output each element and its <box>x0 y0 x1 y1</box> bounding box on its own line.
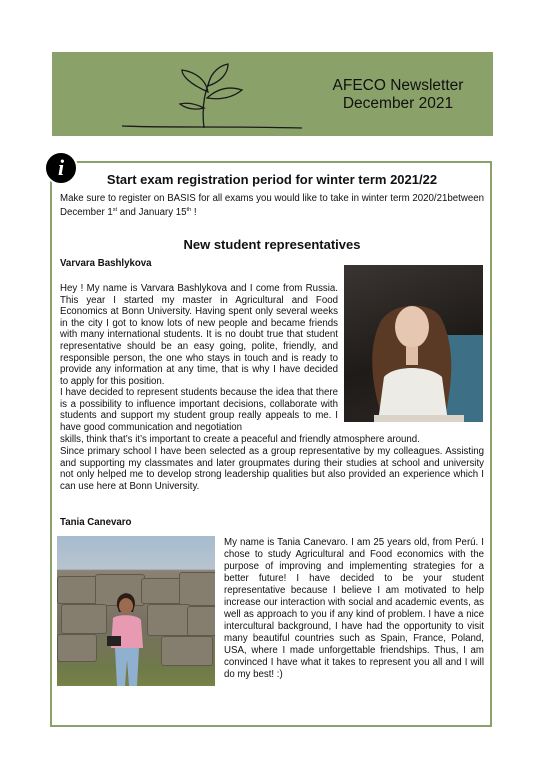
newsletter-title <box>308 77 488 113</box>
rep1-paragraph-1: Hey ! My name is Varvara Bashlykova and I come from Russia. This year I started my master in Agricultural and Food Economics at Bonn University. Having spent only several weeks in the city I got to know lots of new people and became friends with many international students. It is no doubt true that student representative should be an easy going, polite, friendly, and responsible person, the one who stays in touch and is ready to provide any information at any time, that is why I have decided to apply for this position. <box>60 283 338 387</box>
rep1-name: Varvara Bashlykova <box>60 258 152 269</box>
newsletter-name: AFECO Newsletter <box>332 77 464 94</box>
newsletter-date: December 2021 <box>342 95 454 112</box>
exam-text: Make sure to register on BASIS for all exams you would like to take in winter term 2020/21between December 1st and January 15th ! <box>60 193 484 218</box>
rep2-photo <box>57 536 215 686</box>
rep1-photo <box>344 265 483 422</box>
info-icon: i <box>44 151 78 185</box>
rep2-paragraph: My name is Tania Canevaro. I am 25 years old, from Perú. I chose to study Agricultural and Food economics with the purpose of improving and implementing strategies for a better future! I have decided to be your student representative because I believe I am motivated to help increase our interaction with social and academic events, as well as approach to you if any kind of problem. I have a nice intercultural background, I have had the opportunity to visit many beautiful countries such as Spain, France, Poland, USA, where I made unforgettable friendships. Thus, I am convinced I have what it takes to represent you all and I will do my best! :) <box>224 537 484 680</box>
rep1-paragraph-4: Since primary school I have been selected as a group representative by my colleagues. Assisting and supporting my classmates and later groupmates during their studies at school and university not only helped me to develop strong leadership qualities but also provided an experience which I can use here at Bonn University. <box>60 446 484 492</box>
rep2-name: Tania Canevaro <box>60 517 132 528</box>
reps-heading: New student representatives <box>183 237 361 252</box>
plant-logo-icon <box>104 52 304 136</box>
newsletter-header <box>52 52 493 136</box>
rep1-paragraph-2: I have decided to represent students because the idea that there is a possibility to influence important decisions, collaborate with students and support my student group really appeals to me. I have good communication and negotiation <box>60 387 338 433</box>
exam-heading: Start exam registration period for winter term 2021/22 <box>106 172 438 187</box>
rep1-paragraph-3: skills, think that’s it’s important to create a peaceful and friendly atmosphere around. <box>60 434 420 445</box>
